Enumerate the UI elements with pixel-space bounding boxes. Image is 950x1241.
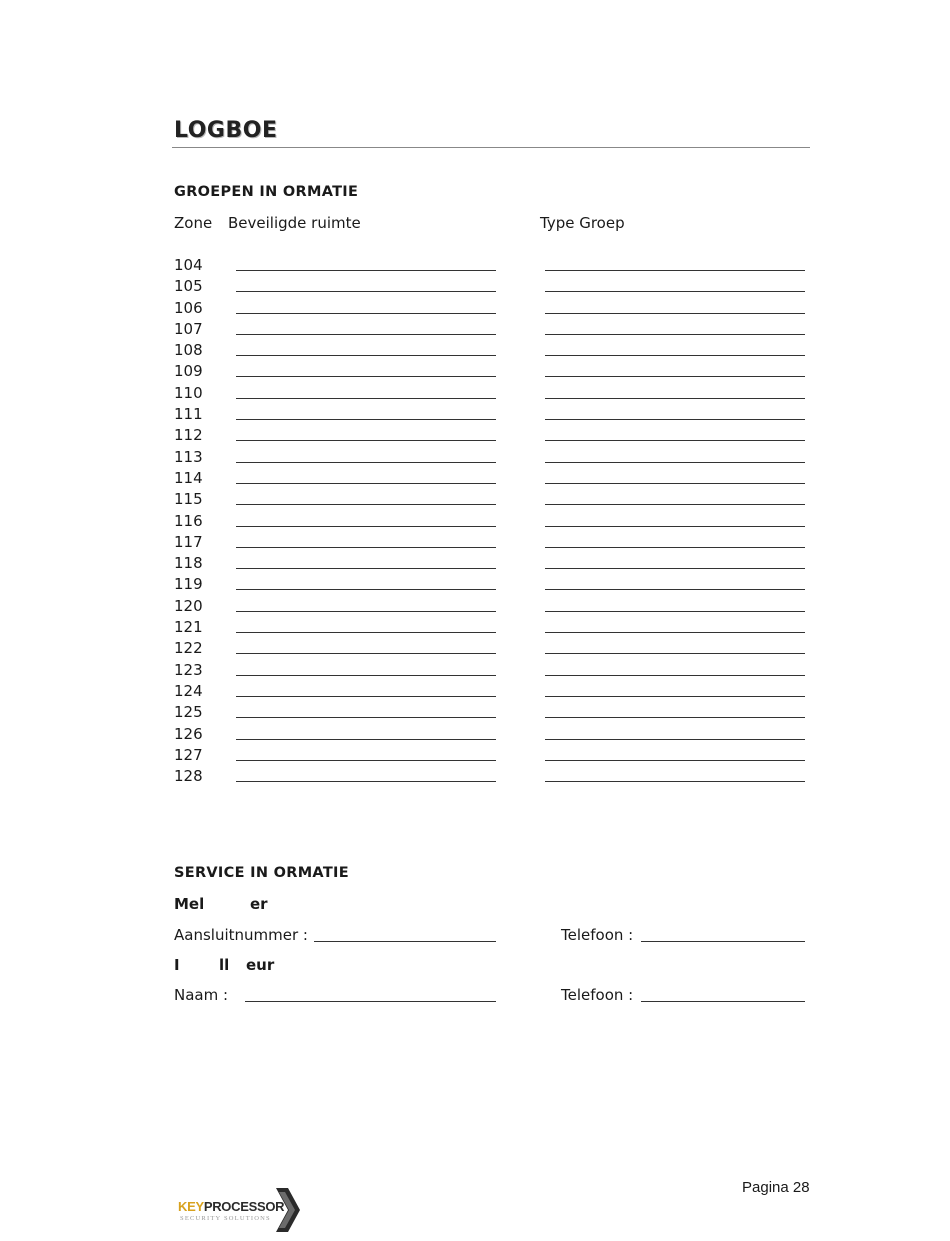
room-field[interactable] (236, 419, 496, 420)
group-type-field[interactable] (545, 653, 805, 654)
zone-row (174, 681, 814, 702)
group-type-field[interactable] (545, 504, 805, 505)
installer-phone-label: Telefoon : (561, 986, 634, 1004)
zone-row (174, 276, 814, 297)
zone-number: 115 (174, 490, 203, 509)
groups-heading: GROEPEN IN ORMATIE (174, 184, 359, 200)
installer-heading-part-3: eur (246, 956, 275, 974)
chevron-right-icon (274, 1188, 300, 1232)
zone-number: 105 (174, 277, 203, 296)
room-field[interactable] (236, 504, 496, 505)
room-field[interactable] (236, 376, 496, 377)
room-field[interactable] (236, 653, 496, 654)
column-header-room: Beveiligde ruimte (228, 214, 361, 232)
room-field[interactable] (236, 760, 496, 761)
zone-row (174, 574, 814, 595)
zone-number: 128 (174, 767, 203, 786)
logo-wordmark (178, 1199, 284, 1214)
zone-row (174, 532, 814, 553)
zone-row (174, 724, 814, 745)
zone-row (174, 489, 814, 510)
room-field[interactable] (236, 440, 496, 441)
zone-row (174, 596, 814, 617)
installer-name-label: Naam : (174, 986, 229, 1004)
group-type-field[interactable] (545, 675, 805, 676)
melder-heading: Mel (174, 895, 205, 913)
room-field[interactable] (236, 483, 496, 484)
zone-number: 106 (174, 298, 203, 317)
zone-row (174, 319, 814, 340)
logo-tagline: SECURITY SOLUTIONS (180, 1215, 271, 1222)
zone-row (174, 255, 814, 276)
melder-heading-suffix: er (250, 895, 268, 913)
zone-row (174, 702, 814, 723)
zone-row (174, 361, 814, 382)
logo-brand-key: KEY (178, 1199, 204, 1214)
installer-name-field[interactable] (245, 1001, 496, 1002)
room-field[interactable] (236, 547, 496, 548)
zone-number: 122 (174, 639, 203, 658)
zone-number: 125 (174, 703, 203, 722)
zone-number: 124 (174, 681, 203, 700)
group-type-field[interactable] (545, 419, 805, 420)
room-field[interactable] (236, 675, 496, 676)
group-type-field[interactable] (545, 739, 805, 740)
room-field[interactable] (236, 462, 496, 463)
room-field[interactable] (236, 355, 496, 356)
zone-list (174, 255, 814, 787)
zone-number: 116 (174, 511, 203, 530)
room-field[interactable] (236, 313, 496, 314)
room-field[interactable] (236, 611, 496, 612)
zone-row (174, 745, 814, 766)
zone-row (174, 766, 814, 787)
zone-row (174, 468, 814, 489)
zone-number: 120 (174, 596, 203, 615)
zone-row (174, 404, 814, 425)
column-header-zone: Zone (174, 214, 213, 232)
zone-number: 111 (174, 405, 203, 424)
zone-number: 112 (174, 426, 203, 445)
zone-number: 104 (174, 256, 203, 274)
zone-number: 108 (174, 341, 203, 360)
group-type-field[interactable] (545, 355, 805, 356)
group-type-field[interactable] (545, 291, 805, 292)
group-type-field[interactable] (545, 313, 805, 314)
zone-row (174, 553, 814, 574)
group-type-field[interactable] (545, 462, 805, 463)
zone-number: 119 (174, 575, 203, 594)
group-type-field[interactable] (545, 589, 805, 590)
group-type-field[interactable] (545, 781, 805, 782)
room-field[interactable] (236, 334, 496, 335)
connection-number-label: Aansluitnummer : (174, 926, 308, 944)
group-type-field[interactable] (545, 568, 805, 569)
zone-number: 118 (174, 554, 203, 573)
group-type-field[interactable] (545, 398, 805, 399)
logo-brand-rest: PROCESSOR (203, 1199, 285, 1214)
zone-number: 109 (174, 362, 203, 381)
zone-number: 110 (174, 383, 203, 402)
group-type-field[interactable] (545, 547, 805, 548)
room-field[interactable] (236, 291, 496, 292)
room-field[interactable] (236, 589, 496, 590)
group-type-field[interactable] (545, 717, 805, 718)
zone-row (174, 425, 814, 446)
melder-phone-field[interactable] (641, 941, 805, 942)
room-field[interactable] (236, 270, 496, 271)
room-field[interactable] (236, 696, 496, 697)
page-number: Pagina 28 (742, 1179, 810, 1196)
room-field[interactable] (236, 739, 496, 740)
zone-number: 113 (174, 447, 203, 466)
title-divider (172, 147, 810, 148)
zone-number: 121 (174, 618, 203, 637)
group-type-field[interactable] (545, 334, 805, 335)
room-field[interactable] (236, 717, 496, 718)
group-type-field[interactable] (545, 526, 805, 527)
room-field[interactable] (236, 568, 496, 569)
group-type-field[interactable] (545, 483, 805, 484)
zone-row (174, 660, 814, 681)
group-type-field[interactable] (545, 440, 805, 441)
zone-row (174, 298, 814, 319)
room-field[interactable] (236, 526, 496, 527)
group-type-field[interactable] (545, 632, 805, 633)
zone-row (174, 511, 814, 532)
group-type-field[interactable] (545, 270, 805, 271)
group-type-field[interactable] (545, 376, 805, 377)
zone-row (174, 383, 814, 404)
zone-number: 117 (174, 532, 203, 551)
zone-number: 123 (174, 660, 203, 679)
company-logo (178, 1188, 304, 1234)
zone-row (174, 638, 814, 659)
zone-row (174, 447, 814, 468)
group-type-field[interactable] (545, 760, 805, 761)
zone-number: 126 (174, 724, 203, 743)
page-title: LOGBOE (174, 118, 278, 143)
zone-row (174, 340, 814, 361)
installer-heading-part-2: ll (219, 956, 230, 974)
zone-number: 114 (174, 468, 203, 487)
room-field[interactable] (236, 398, 496, 399)
service-heading: SERVICE IN ORMATIE (174, 865, 349, 881)
zone-number: 127 (174, 745, 203, 764)
zone-number: 107 (174, 319, 203, 338)
room-field[interactable] (236, 632, 496, 633)
group-type-field[interactable] (545, 611, 805, 612)
connection-number-field[interactable] (314, 941, 496, 942)
zone-row (174, 617, 814, 638)
column-header-type: Type Groep (540, 214, 625, 232)
room-field[interactable] (236, 781, 496, 782)
installer-phone-field[interactable] (641, 1001, 805, 1002)
group-type-field[interactable] (545, 696, 805, 697)
installer-heading-part-1: I (174, 956, 180, 974)
melder-phone-label: Telefoon : (561, 926, 634, 944)
